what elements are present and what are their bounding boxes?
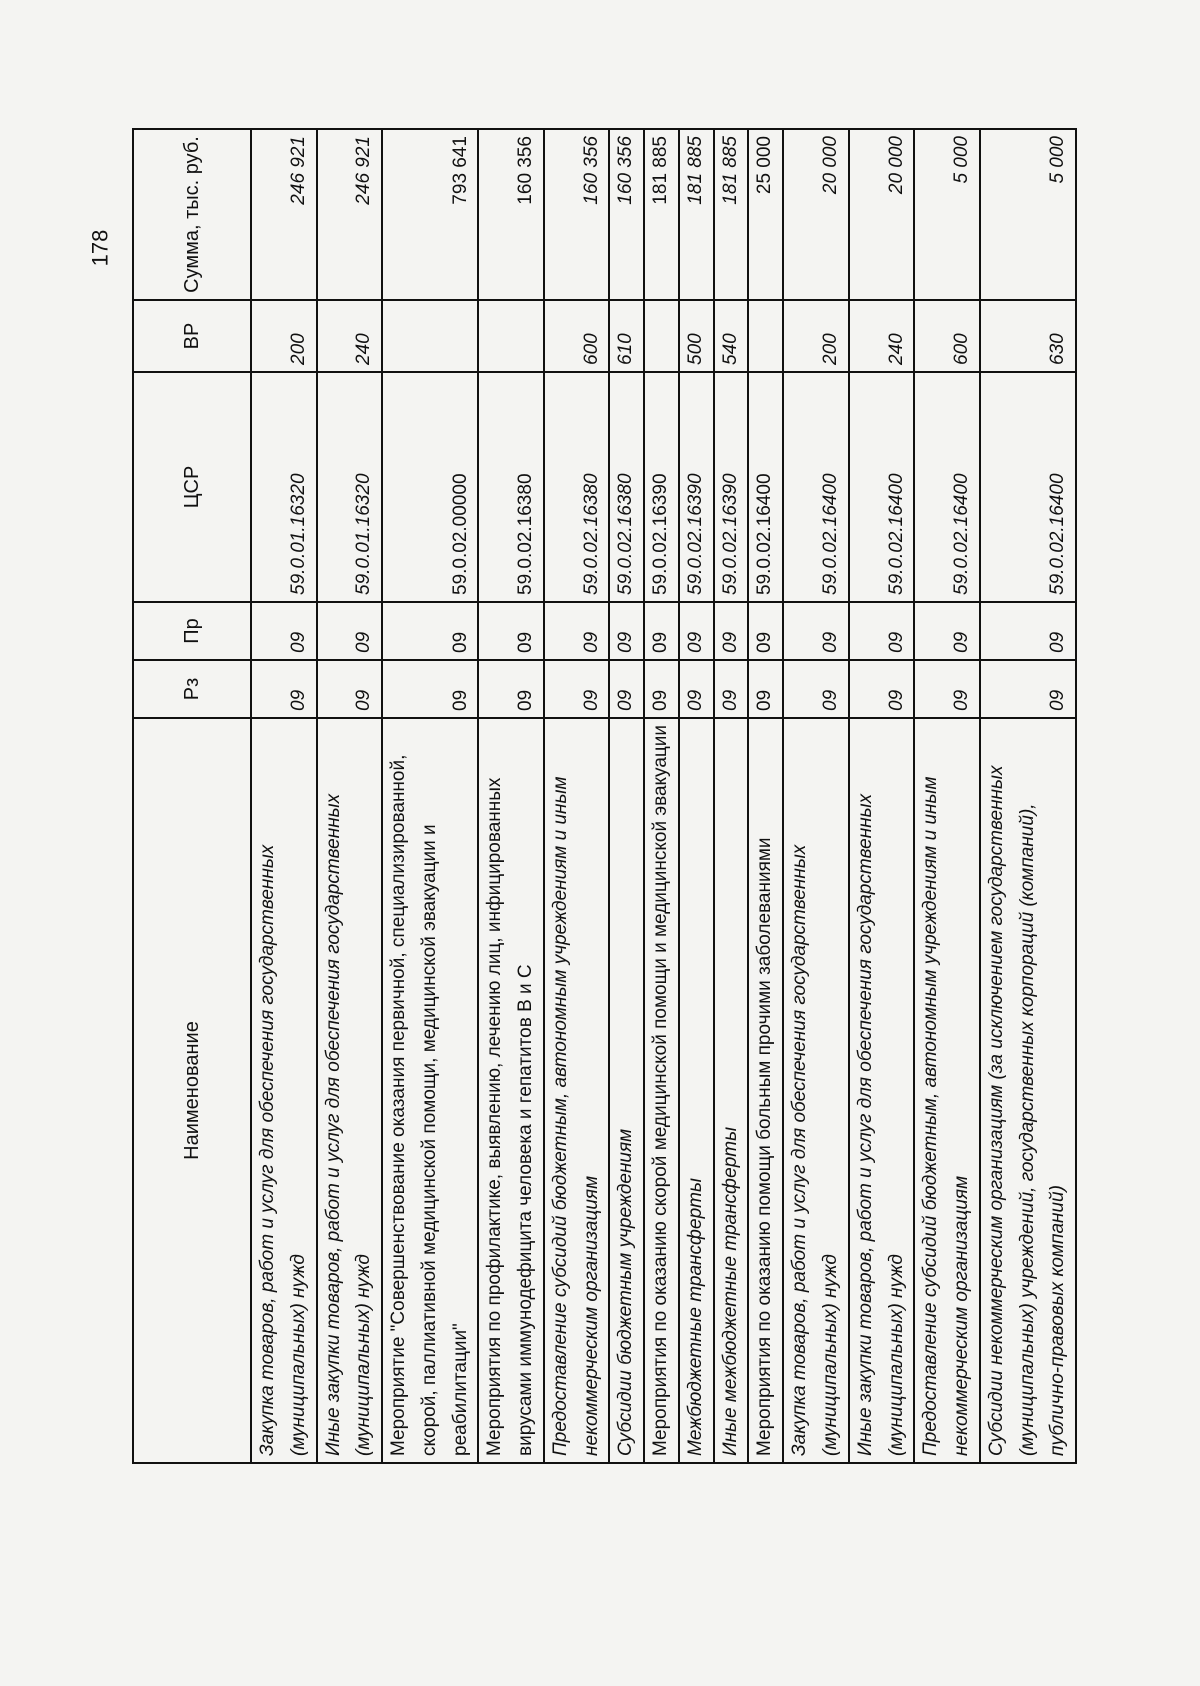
row-name-cell: Предоставление субсидий бюджетным, автономным учреждениям и иным некоммерческим организациям [914, 718, 980, 1463]
row-name-cell: Иные межбюджетные трансферты [714, 718, 749, 1463]
row-csr-cell: 59.0.01.16320 [317, 372, 383, 602]
row-sum-cell: 25 000 [748, 129, 783, 300]
row-pr-cell: 09 [317, 602, 383, 660]
table-row [382, 129, 478, 1463]
row-sum-cell: 181 885 [714, 129, 749, 300]
row-sum-cell: 793 641 [382, 129, 478, 300]
row-rz-cell: 09 [914, 660, 980, 718]
row-vr-cell: 500 [679, 300, 714, 372]
row-vr-cell: 540 [714, 300, 749, 372]
row-csr-cell: 59.0.02.16380 [478, 372, 544, 602]
row-sum-cell: 181 885 [679, 129, 714, 300]
row-name-cell: Мероприятие "Совершенствование оказания первичной, специализированной, скорой, паллиативной медицинской помощи, медицинской эвакуации и реабилитации" [382, 718, 478, 1463]
row-vr-cell [382, 300, 478, 372]
row-pr-cell: 09 [544, 602, 610, 660]
row-pr-cell: 09 [679, 602, 714, 660]
row-pr-cell: 09 [644, 602, 679, 660]
row-vr-cell: 600 [544, 300, 610, 372]
row-pr-cell: 09 [849, 602, 915, 660]
row-name-cell: Субсидии некоммерческим организациям (за исключением государственных (муниципальных) учреждений, государственных корпораций (компаний), публично-правовых компаний) [980, 718, 1076, 1463]
row-rz-cell: 09 [478, 660, 544, 718]
row-name-cell: Иные закупки товаров, работ и услуг для обеспечения государственных (муниципальных) нужд [849, 718, 915, 1463]
row-name-cell: Мероприятия по оказанию помощи больным прочими заболеваниями [748, 718, 783, 1463]
row-name-cell: Предоставление субсидий бюджетным, автономным учреждениям и иным некоммерческим организациям [544, 718, 610, 1463]
row-rz-cell: 09 [714, 660, 749, 718]
row-csr-cell: 59.0.02.16390 [644, 372, 679, 602]
row-csr-cell: 59.0.02.16380 [544, 372, 610, 602]
table-row [317, 129, 383, 1463]
table-body [251, 129, 1076, 1463]
row-rz-cell: 09 [382, 660, 478, 718]
row-csr-cell: 59.0.02.16400 [748, 372, 783, 602]
table-row [783, 129, 849, 1463]
row-sum-cell: 246 921 [251, 129, 317, 300]
table-row [914, 129, 980, 1463]
row-csr-cell: 59.0.02.16400 [783, 372, 849, 602]
row-vr-cell: 240 [317, 300, 383, 372]
row-vr-cell [478, 300, 544, 372]
row-vr-cell: 240 [849, 300, 915, 372]
rotated-table-container [132, 130, 1069, 1464]
row-pr-cell: 09 [382, 602, 478, 660]
row-csr-cell: 59.0.02.16390 [714, 372, 749, 602]
row-pr-cell: 09 [609, 602, 644, 660]
table-row [609, 129, 644, 1463]
row-rz-cell: 09 [644, 660, 679, 718]
table-row [251, 129, 317, 1463]
row-pr-cell: 09 [714, 602, 749, 660]
row-vr-cell: 610 [609, 300, 644, 372]
table-row [478, 129, 544, 1463]
row-csr-cell: 59.0.02.16390 [679, 372, 714, 602]
row-rz-cell: 09 [544, 660, 610, 718]
row-pr-cell: 09 [914, 602, 980, 660]
row-name-cell: Закупка товаров, работ и услуг для обеспечения государственных (муниципальных) нужд [783, 718, 849, 1463]
row-sum-cell: 181 885 [644, 129, 679, 300]
row-csr-cell: 59.0.02.16400 [849, 372, 915, 602]
table-header-row [133, 129, 251, 1463]
header-sum: Сумма, тыс. руб. [133, 129, 251, 300]
row-pr-cell: 09 [748, 602, 783, 660]
row-pr-cell: 09 [980, 602, 1076, 660]
row-name-cell: Закупка товаров, работ и услуг для обеспечения государственных (муниципальных) нужд [251, 718, 317, 1463]
row-rz-cell: 09 [849, 660, 915, 718]
row-vr-cell: 200 [783, 300, 849, 372]
row-rz-cell: 09 [980, 660, 1076, 718]
table-row [748, 129, 783, 1463]
row-csr-cell: 59.0.02.16400 [914, 372, 980, 602]
table-row [849, 129, 915, 1463]
row-sum-cell: 20 000 [783, 129, 849, 300]
row-rz-cell: 09 [609, 660, 644, 718]
header-name: Наименование [133, 718, 251, 1463]
table-row [980, 129, 1076, 1463]
table-row [544, 129, 610, 1463]
table-row [679, 129, 714, 1463]
header-rz: Рз [133, 660, 251, 718]
header-pr: Пр [133, 602, 251, 660]
row-pr-cell: 09 [783, 602, 849, 660]
row-sum-cell: 160 356 [478, 129, 544, 300]
row-rz-cell: 09 [679, 660, 714, 718]
row-csr-cell: 59.0.02.00000 [382, 372, 478, 602]
budget-table [132, 128, 1077, 1464]
row-csr-cell: 59.0.01.16320 [251, 372, 317, 602]
row-rz-cell: 09 [748, 660, 783, 718]
header-vr: ВР [133, 300, 251, 372]
row-name-cell: Субсидии бюджетным учреждениям [609, 718, 644, 1463]
row-csr-cell: 59.0.02.16400 [980, 372, 1076, 602]
row-sum-cell: 20 000 [849, 129, 915, 300]
row-sum-cell: 160 356 [544, 129, 610, 300]
row-sum-cell: 5 000 [980, 129, 1076, 300]
row-pr-cell: 09 [251, 602, 317, 660]
row-rz-cell: 09 [783, 660, 849, 718]
row-pr-cell: 09 [478, 602, 544, 660]
row-rz-cell: 09 [317, 660, 383, 718]
page-number: 178 [87, 229, 113, 267]
row-vr-cell: 200 [251, 300, 317, 372]
row-sum-cell: 5 000 [914, 129, 980, 300]
row-vr-cell [644, 300, 679, 372]
row-sum-cell: 160 356 [609, 129, 644, 300]
row-name-cell: Межбюджетные трансферты [679, 718, 714, 1463]
row-rz-cell: 09 [251, 660, 317, 718]
row-vr-cell [748, 300, 783, 372]
header-csr: ЦСР [133, 372, 251, 602]
row-name-cell: Мероприятия по профилактике, выявлению, лечению лиц, инфицированных вирусами иммунодефицита человека и гепатитов B и C [478, 718, 544, 1463]
row-name-cell: Иные закупки товаров, работ и услуг для обеспечения государственных (муниципальных) нужд [317, 718, 383, 1463]
row-name-cell: Мероприятия по оказанию скорой медицинской помощи и медицинской эвакуации [644, 718, 679, 1463]
row-sum-cell: 246 921 [317, 129, 383, 300]
table-row [714, 129, 749, 1463]
table-row [644, 129, 679, 1463]
row-csr-cell: 59.0.02.16380 [609, 372, 644, 602]
row-vr-cell: 600 [914, 300, 980, 372]
row-vr-cell: 630 [980, 300, 1076, 372]
